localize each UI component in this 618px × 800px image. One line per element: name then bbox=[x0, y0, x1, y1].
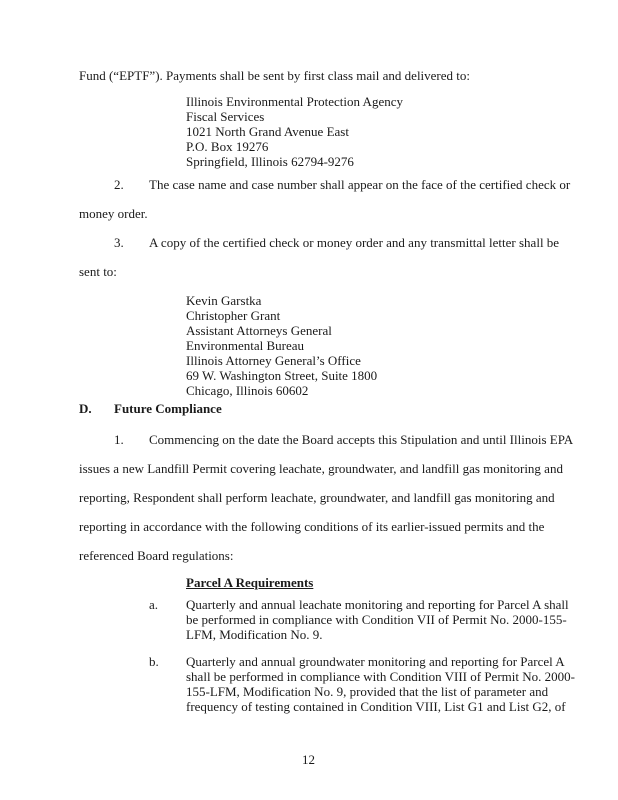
address-line: 69 W. Washington Street, Suite 1800 bbox=[186, 368, 378, 383]
para3-line1: A copy of the certified check or money order and any transmittal letter shall be bbox=[149, 235, 560, 250]
parcel-a-item bbox=[149, 597, 569, 642]
address-line: Environmental Bureau bbox=[186, 338, 305, 353]
parcel-a-item bbox=[149, 654, 575, 714]
address-line: Chicago, Illinois 60602 bbox=[186, 383, 309, 398]
para-d1-line: reporting, Respondent shall perform leachate, groundwater, and landfill gas monitoring and bbox=[79, 490, 555, 505]
section-d-letter: D. bbox=[79, 401, 92, 416]
para-d1-number: 1. bbox=[114, 432, 124, 447]
parcel-a-heading: Parcel A Requirements bbox=[186, 575, 314, 590]
para3-line2: sent to: bbox=[79, 264, 117, 279]
address-line: Kevin Garstka bbox=[186, 293, 262, 308]
para2-number: 2. bbox=[114, 177, 124, 192]
page-number: 12 bbox=[302, 752, 315, 767]
address-line: P.O. Box 19276 bbox=[186, 139, 269, 154]
address-line: Illinois Environmental Protection Agency bbox=[186, 94, 403, 109]
item-text: Quarterly and annual leachate monitoring and reporting for Parcel A shall be performed in compliance with Condition VII of Permit No. 2000-155-LFM, Modification No. 9. bbox=[186, 597, 569, 642]
address-line: Illinois Attorney General’s Office bbox=[186, 353, 361, 368]
payment-intro: Fund (“EPTF”). Payments shall be sent by first class mail and delivered to: bbox=[79, 68, 471, 83]
section-d-title: Future Compliance bbox=[114, 401, 222, 416]
para2-line2: money order. bbox=[79, 206, 148, 221]
item-label: b. bbox=[149, 654, 159, 669]
para2-line1: The case name and case number shall appear on the face of the certified check or bbox=[149, 177, 571, 192]
para-d1-line: referenced Board regulations: bbox=[79, 548, 234, 563]
para-d1-line: Commencing on the date the Board accepts this Stipulation and until Illinois EPA bbox=[149, 432, 574, 447]
address-line: Fiscal Services bbox=[186, 109, 265, 124]
agency-address bbox=[186, 94, 403, 169]
address-line: Springfield, Illinois 62794-9276 bbox=[186, 154, 354, 169]
para-d1-line: issues a new Landfill Permit covering leachate, groundwater, and landfill gas monitoring and bbox=[79, 461, 563, 476]
attorney-address bbox=[186, 293, 377, 398]
address-line: 1021 North Grand Avenue East bbox=[186, 124, 349, 139]
item-text: Quarterly and annual groundwater monitoring and reporting for Parcel A shall be performed in compliance with Condition VIII of Permit No. 2000-155-LFM, Modification No. 9, provided that the list of parameter and frequency of testing contained in Condition VIII, List G1 and List G2, of bbox=[186, 654, 575, 714]
address-line: Assistant Attorneys General bbox=[186, 323, 332, 338]
para3-number: 3. bbox=[114, 235, 124, 250]
address-line: Christopher Grant bbox=[186, 308, 281, 323]
para-d1-line: reporting in accordance with the following conditions of its earlier-issued permits and the bbox=[79, 519, 545, 534]
item-label: a. bbox=[149, 597, 159, 612]
